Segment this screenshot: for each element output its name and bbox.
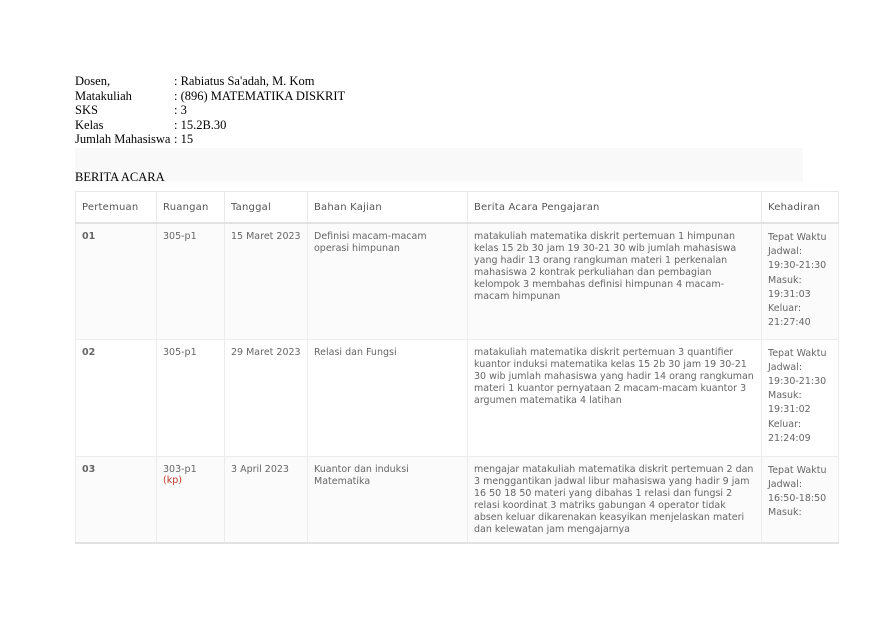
kehadiran-status: Tepat Waktu (768, 464, 827, 476)
kehadiran-jadwal-label: Jadwal: (768, 478, 803, 490)
kehadiran-jadwal-label: Jadwal: (768, 246, 803, 258)
jumlah-value: : 15 (174, 132, 194, 146)
kehadiran-jadwal-value: 19:30-21:30 (768, 375, 827, 387)
jumlah-label: Jumlah Mahasiswa (75, 132, 171, 146)
cell-ruangan (157, 456, 225, 543)
dosen-value: : Rabiatus Sa'adah, M. Kom (174, 74, 315, 88)
kehadiran-jadwal-label: Jadwal: (768, 361, 803, 373)
matakuliah-label: Matakuliah (75, 88, 132, 103)
info-row-matakuliah (75, 89, 345, 104)
kehadiran-jadwal-value: 19:30-21:30 (768, 260, 827, 272)
table-header-row (76, 192, 839, 224)
cell-tanggal: 15 Maret 2023 (225, 223, 308, 339)
sks-value: : 3 (174, 103, 187, 117)
kehadiran-status: Tepat Waktu (768, 232, 827, 243)
cell-bahan-kajian: Kuantor dan induksi Matematika (308, 456, 468, 543)
kehadiran-keluar-value: 21:27:40 (768, 317, 811, 329)
info-row-dosen (75, 74, 345, 89)
kehadiran-jadwal-value: 16:50-18:50 (768, 492, 827, 504)
kehadiran-keluar-label: Keluar: (768, 303, 802, 315)
cell-pertemuan: 03 (76, 456, 157, 543)
cell-ruangan (157, 223, 225, 339)
table-row (76, 339, 839, 456)
lecturer-info (75, 74, 345, 147)
kelas-label: Kelas (75, 117, 104, 132)
header-ruangan: Ruangan (157, 192, 225, 224)
header-shade (75, 148, 803, 182)
cell-kehadiran (762, 456, 839, 543)
cell-pertemuan: 01 (76, 223, 157, 339)
section-title: BERITA ACARA (75, 170, 165, 184)
header-kehadiran: Kehadiran (762, 192, 839, 224)
cell-tanggal: 29 Maret 2023 (225, 339, 308, 456)
cell-berita-acara: mengajar matakuliah matematika diskrit pertemuan 2 dan 3 menggantikan jadwal libur mahasiswa yang hadir 9 jam 16 50 18 50 materi yang dibahas 1 relasi dan fungsi 2 relasi koordinat 3 matriks gabungan 4 operator tidak absen keluar dikarenakan keasyikan menjelaskan materi dan kelewatan jam mengajarnya (468, 456, 762, 543)
cell-tanggal: 3 April 2023 (225, 456, 308, 543)
matakuliah-value: : (896) MATEMATIKA DISKRIT (174, 88, 346, 103)
kehadiran-masuk-label: Masuk: (768, 507, 802, 519)
cell-kehadiran (762, 223, 839, 339)
header-pertemuan: Pertemuan (76, 192, 157, 224)
cell-kehadiran (762, 339, 839, 456)
header-berita-acara: Berita Acara Pengajaran (468, 192, 762, 224)
kehadiran-keluar-value: 21:24:09 (768, 432, 811, 444)
info-row-sks (75, 103, 345, 118)
kehadiran-keluar-label: Keluar: (768, 418, 802, 430)
table-row (76, 223, 839, 339)
kehadiran-status: Tepat Waktu (768, 347, 827, 359)
kehadiran-masuk-label: Masuk: (768, 274, 802, 286)
kehadiran-masuk-value: 19:31:03 (768, 288, 811, 300)
ruangan-value: 303-p1 (163, 463, 197, 475)
kehadiran-masuk-value: 19:31:02 (768, 404, 811, 416)
info-row-jumlah (75, 132, 345, 147)
cell-berita-acara: matakuliah matematika diskrit pertemuan 1 himpunan kelas 15 2b 30 jam 19 30-21 30 wib jumlah mahasiswa yang hadir 13 orang rangkuman materi 1 perkenalan mahasiswa 2 kontrak perkuliahan dan pembagian kelompok 3 membahas definisi himpunan 4 macam-macam himpunan (468, 223, 762, 339)
cell-berita-acara: matakuliah matematika diskrit pertemuan 3 quantifier kuantor induksi matematika kelas 15 2b 30 jam 19 30-21 30 wib jumlah mahasiswa yang hadir 14 orang rangkuman materi 1 kuantor pernyataan 2 macam-macam kuantor 3 argumen matematika 4 latihan (468, 339, 762, 456)
ruangan-value: 305-p1 (163, 231, 197, 242)
info-row-kelas (75, 118, 345, 133)
table-row (76, 456, 839, 543)
kp-tag: (kp) (163, 474, 182, 486)
kelas-value: : 15.2B.30 (174, 117, 227, 132)
cell-ruangan (157, 339, 225, 456)
cell-bahan-kajian: Definisi macam-macam operasi himpunan (308, 223, 468, 339)
cell-bahan-kajian: Relasi dan Fungsi (308, 339, 468, 456)
berita-acara-table (75, 191, 839, 544)
header-bahan-kajian: Bahan Kajian (308, 192, 468, 224)
sks-label: SKS (75, 103, 98, 117)
dosen-label: Dosen, (75, 74, 111, 88)
kehadiran-masuk-label: Masuk: (768, 390, 802, 402)
cell-pertemuan: 02 (76, 339, 157, 456)
header-tanggal: Tanggal (225, 192, 308, 224)
ruangan-value: 305-p1 (163, 346, 197, 358)
